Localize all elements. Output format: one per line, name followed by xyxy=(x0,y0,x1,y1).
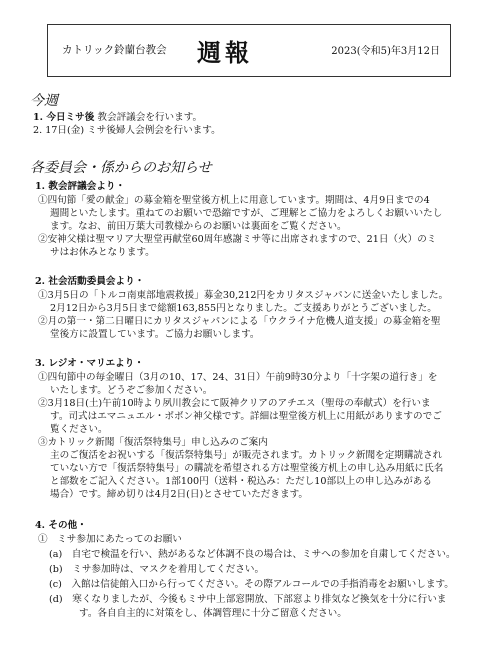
section-1-line: 週間といたします。重ねてのお願いで恐縮ですが、ご理解とご協力をよろしくお願いいたし xyxy=(50,208,443,219)
notices-heading: 各委員会・係からのお知らせ xyxy=(30,160,212,176)
bulletin-title: 週報 xyxy=(197,39,253,67)
section-3-line: 覧ください。 xyxy=(50,424,108,435)
section-3-line: 場合）です。締め切りは4月2日(日)とさせていただきます。 xyxy=(50,489,309,500)
section-4-line: (c) 入館は信徒館入口から行ってください。その際アルコールでの手指消毒をお願いします。 xyxy=(49,579,454,590)
section-4-title: 4. その他・ xyxy=(35,520,87,531)
this-week-item-1-lead: 1. 今日ミサ後 xyxy=(33,112,95,123)
bulletin-date: 2023(令和5)年3月12日 xyxy=(331,46,440,57)
section-3-line: ②3月18日(土)午前10時より夙川教会にて阪神クリアのアチエス（聖母の奉献式）を行いま xyxy=(38,398,431,409)
bulletin-header xyxy=(47,24,451,77)
section-1-line: サはお休みとなります。 xyxy=(50,247,155,258)
section-4-line: (a) 自宅で検温を行い、熱があるなど体調不良の場合は、ミサへの参加を自粛してください。 xyxy=(49,549,456,560)
section-1-line: ②安神父様は聖マリア大聖堂再献堂60周年感謝ミサ等に出席されますので、21日（火）のミ xyxy=(38,234,437,245)
this-week-heading: 今週 xyxy=(30,93,58,109)
section-4-line: (b) ミサ参加時は、マスクを着用してください。 xyxy=(49,564,265,575)
section-3-line: いたします。どうぞご参加ください。 xyxy=(50,385,213,396)
section-2-line: 2月12日から3月5日まで総額163,855円となりました。ご支援ありがとうございました。 xyxy=(50,303,437,314)
section-4-line: (d) 寒くなりましたが、今後もミサ中上部窓開放、下部窓より排気など換気を十分に行いま xyxy=(49,594,447,605)
this-week-item-1-text: 教会評議会を行います。 xyxy=(94,112,203,123)
section-3-line: ていない方で「復活祭特集号」の購読を希望される方は聖堂後方机上の申し込み用紙に氏名 xyxy=(50,463,444,474)
section-3-line: 主のご復活をお祝いする「復活祭特集号」が販売されます。カトリック新聞を定期購読され xyxy=(50,450,443,461)
section-1-line: ①四旬節「愛の献金」の募金箱を聖堂後方机上に用意しています。期間は、4月9日までの4 xyxy=(38,195,430,206)
this-week-item-2: 2. 17日(金) ミサ後婦人会例会を行います。 xyxy=(33,125,221,136)
section-1-title: 1. 教会評議会より・ xyxy=(35,181,126,192)
this-week-item-1 xyxy=(33,112,202,124)
section-2-line: ①3月5日の「トルコ南東部地震救援」募金30,212円をカリタスジャパンに送金いたしました。 xyxy=(38,290,449,301)
section-3-line: す。司式はエマニュエル・ボボン神父様です。詳細は聖堂後方机上に用紙がありますのでご xyxy=(50,411,442,422)
section-3-line: と部数をご記入ください。1部100円（送料・税込み：ただし10部以上の申し込みがある xyxy=(50,476,432,487)
section-1-line: ます。なお、前田万葉大司教様からのお願いは裏面をご覧ください。 xyxy=(50,221,347,232)
section-4-line: す。各自自主的に対策をし、体調管理に十分ご留意ください。 xyxy=(79,608,347,619)
section-3-line: ①四旬節中の毎金曜日（3月の10、17、24、31日）午前9時30分より「十字架の道行き」を xyxy=(38,372,438,383)
parish-name: カトリック鈴蘭台教会 xyxy=(62,44,167,56)
section-2-title: 2. 社会活動委員会より・ xyxy=(35,276,145,287)
section-4-line: ① ミサ参加にあたってのお願い xyxy=(38,534,182,545)
section-3-line: ③カトリック新聞「復活祭特集号」申し込みのご案内 xyxy=(38,437,268,448)
section-2-line: 堂後方に設置しています。ご協力お願いします。 xyxy=(50,329,260,340)
section-3-title: 3. レジオ・マリエより・ xyxy=(35,358,144,369)
section-2-line: ②月の第一・第二日曜日にカリタスジャパンによる「ウクライナ危機人道支援」の募金箱を聖 xyxy=(38,316,441,327)
